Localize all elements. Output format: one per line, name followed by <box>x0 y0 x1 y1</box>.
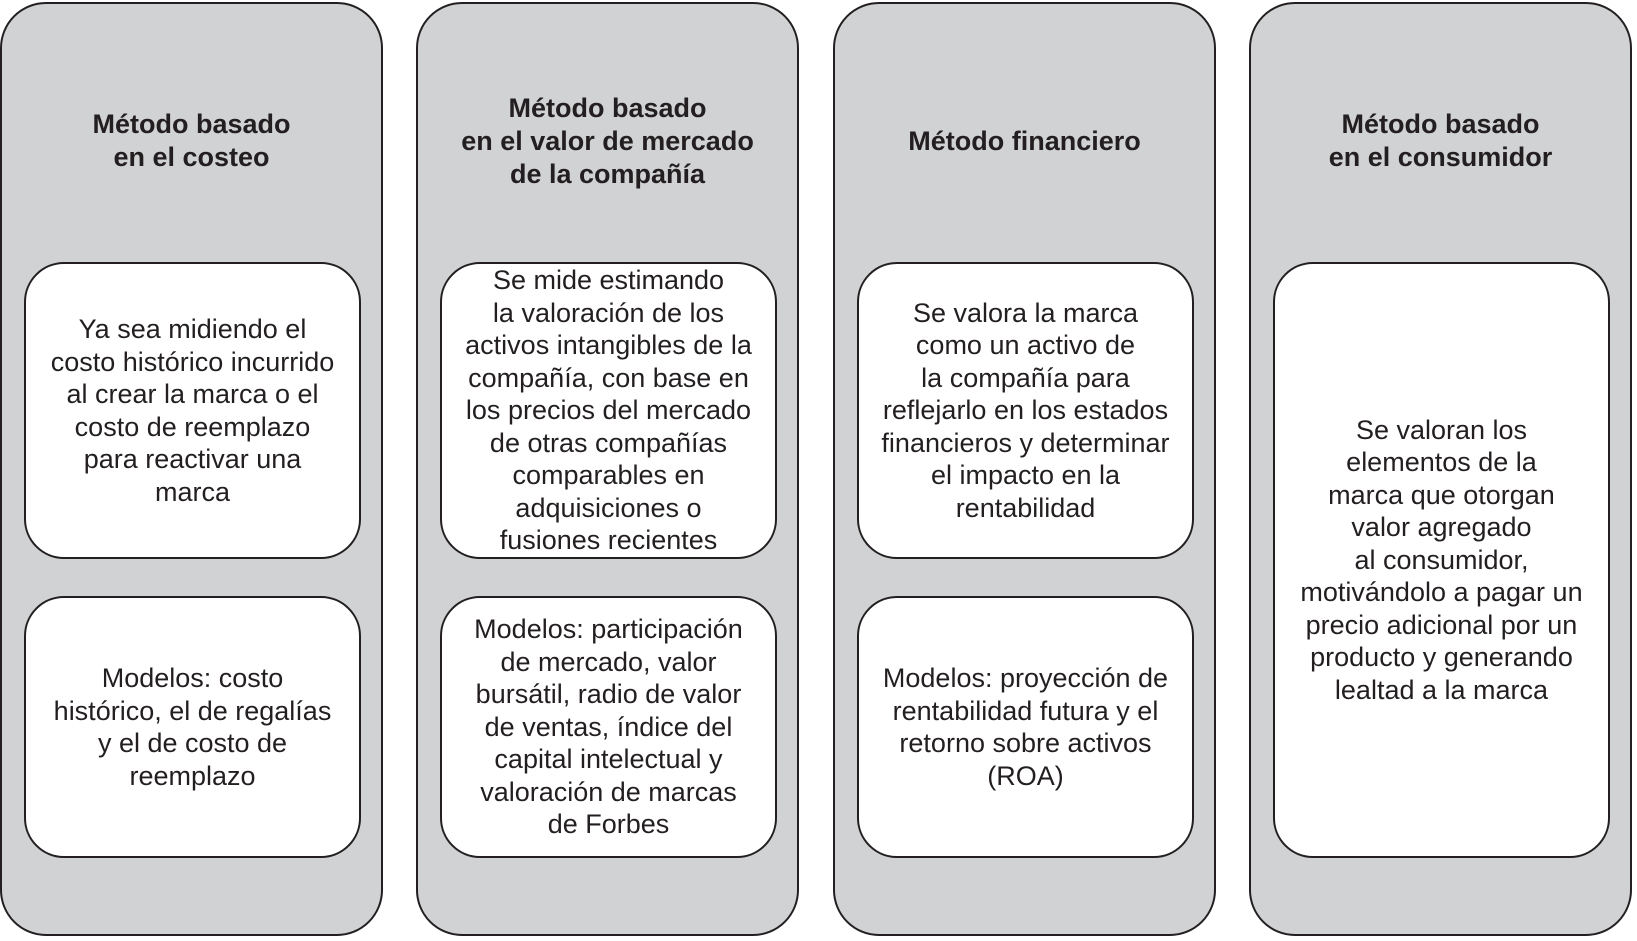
description-box: Ya sea midiendo el costo histórico incurrido al crear la marca o el costo de reemplazo para reactivar una marca <box>24 262 361 559</box>
column-title: Método financiero <box>908 125 1141 156</box>
description-box: Se valoran los elementos de la marca que otorgan valor agregado al consumidor, motivándolo a pagar un precio adicional por un producto y generando lealtad a la marca <box>1273 262 1610 858</box>
column-title: Método basado en el costeo <box>92 109 291 172</box>
column-market-value-method <box>416 2 799 936</box>
description-box: Se mide estimando la valoración de los activos intangibles de la compañía, con base en los precios del mercado de otras compañías comparables en adquisiciones o fusiones recientes <box>440 262 777 559</box>
column-financial-method <box>833 2 1216 936</box>
column-consumer-method <box>1249 2 1632 936</box>
column-cost-method <box>0 2 383 936</box>
models-box: Modelos: costo histórico, el de regalías y el de costo de reemplazo <box>24 596 361 858</box>
models-box: Modelos: proyección de rentabilidad futura y el retorno sobre activos (ROA) <box>857 596 1194 858</box>
column-title: Método basado en el consumidor <box>1328 109 1553 172</box>
column-title: Método basado en el valor de mercado de la compañía <box>461 92 754 189</box>
models-box: Modelos: participación de mercado, valor bursátil, radio de valor de ventas, índice del capital intelectual y valoración de marcas de Forbes <box>440 596 777 858</box>
description-box: Se valora la marca como un activo de la compañía para reflejarlo en los estados financieros y determinar el impacto en la rentabilidad <box>857 262 1194 559</box>
